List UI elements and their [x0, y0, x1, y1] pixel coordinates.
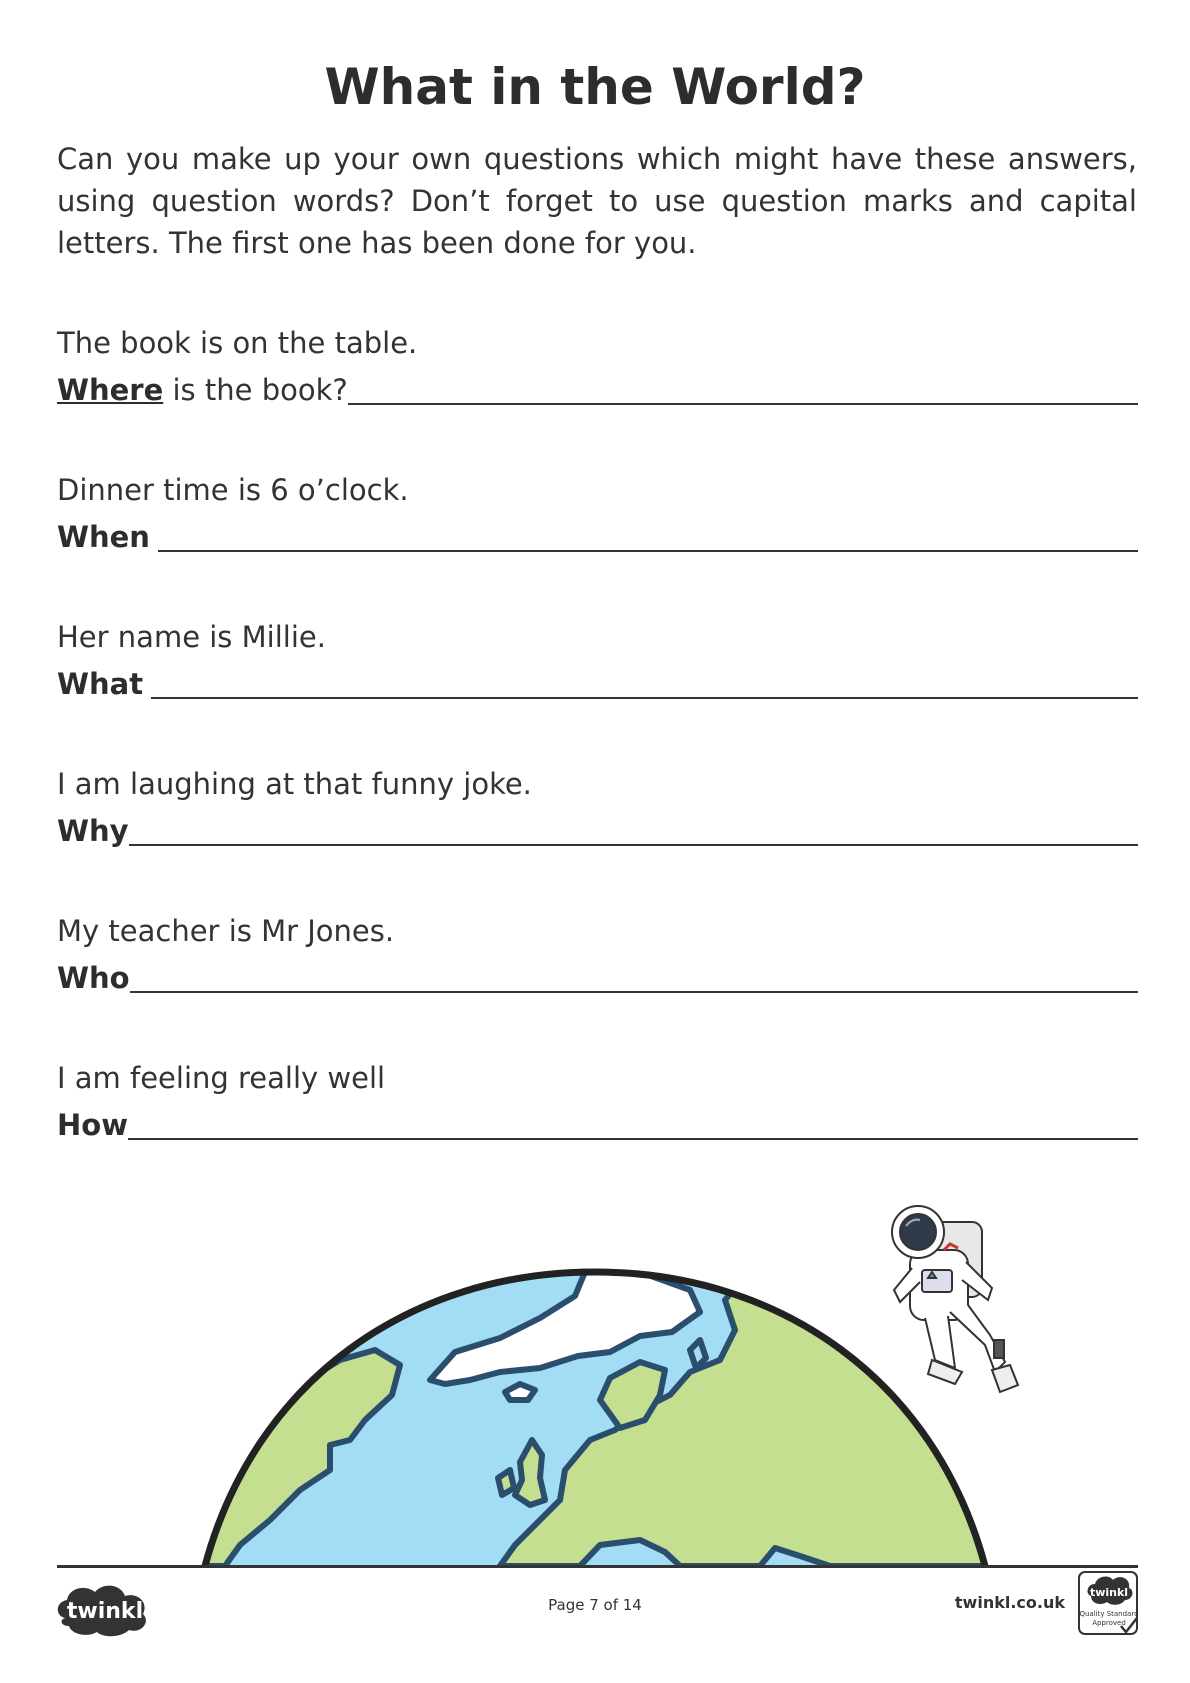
badge-logo-text: twinkl — [1089, 1586, 1129, 1599]
badge-line-1: Quality Standard — [1079, 1610, 1139, 1618]
quality-badge — [1077, 1570, 1141, 1636]
earth-icon — [205, 1272, 985, 1566]
question-word: Who — [57, 961, 130, 995]
question-row — [57, 957, 1138, 997]
logo-text: twinkl — [66, 1599, 144, 1624]
question-item-6 — [57, 1058, 1138, 1144]
question-item-4 — [57, 764, 1138, 850]
page-title: What in the World? — [324, 58, 866, 116]
question-row — [57, 1104, 1138, 1144]
astronaut-icon — [892, 1206, 1018, 1392]
answer-statement: Her name is Millie. — [57, 620, 326, 654]
question-item-3 — [57, 617, 1138, 703]
answer-statement: I am feeling really well — [57, 1061, 386, 1095]
question-item-2 — [57, 470, 1138, 556]
answer-statement: I am laughing at that funny joke. — [57, 767, 532, 801]
question-item-5 — [57, 911, 1138, 997]
question-row — [57, 810, 1138, 850]
question-row — [57, 663, 1138, 703]
instructions: Can you make up your own questions which might have these answers, using question words? Don’t forget to use question marks and capital letters. The first one has been done for you. — [57, 142, 1137, 260]
question-word: What — [57, 667, 144, 701]
writing-line[interactable] — [348, 403, 1138, 405]
writing-line[interactable] — [158, 550, 1138, 552]
example-question: is the book? — [163, 373, 348, 407]
writing-line[interactable] — [128, 1138, 1138, 1140]
writing-line[interactable] — [130, 991, 1138, 993]
answer-statement: My teacher is Mr Jones. — [57, 914, 395, 948]
footer-divider — [57, 1565, 1138, 1568]
illustration — [0, 1190, 1190, 1570]
question-word: When — [57, 520, 150, 554]
question-row — [57, 369, 1138, 409]
question-row — [57, 516, 1138, 556]
question-item-1 — [57, 323, 1138, 409]
website-link[interactable]: twinkl.co.uk — [954, 1593, 1065, 1612]
answer-statement: Dinner time is 6 o’clock. — [57, 473, 409, 507]
question-word: How — [57, 1108, 128, 1142]
question-word: Why — [57, 814, 129, 848]
writing-line[interactable] — [151, 697, 1138, 699]
answer-statement: The book is on the table. — [57, 326, 418, 360]
page-number: Page 7 of 14 — [548, 1596, 642, 1614]
badge-line-2: Approved — [1092, 1619, 1126, 1627]
question-word: Where — [57, 373, 164, 407]
writing-line[interactable] — [129, 844, 1138, 846]
